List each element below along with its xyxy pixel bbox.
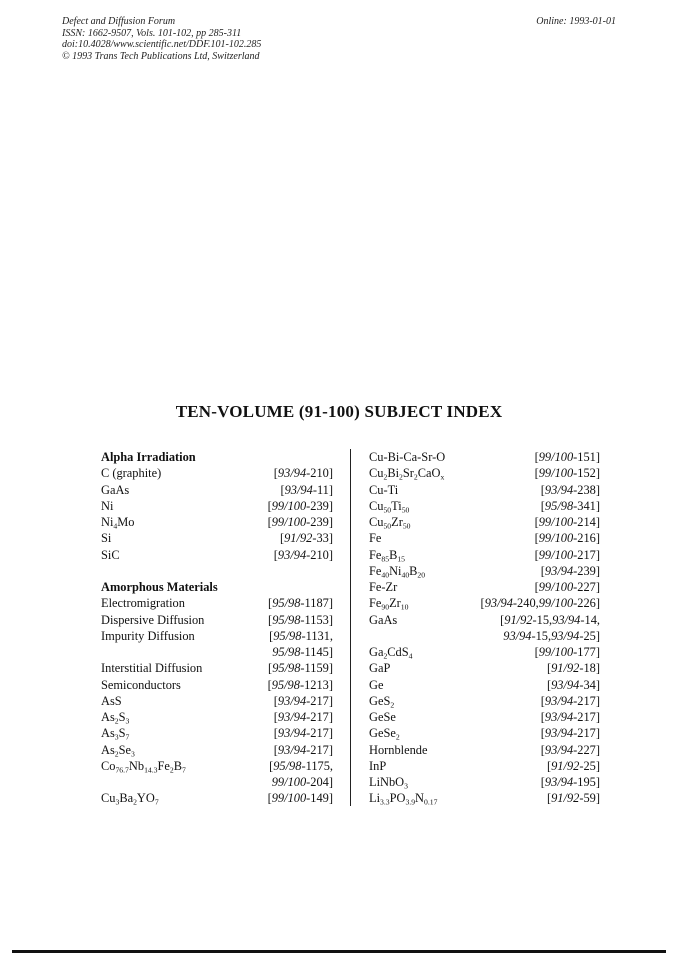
online-date: Online: 1993-01-01 [536, 16, 616, 27]
entry-reference: [99/100-177] [534, 645, 600, 659]
entry-term: GeS$_2$ [369, 693, 395, 710]
index-entry [369, 742, 600, 758]
index-entry [101, 758, 333, 774]
entry-term: SiC [101, 547, 120, 562]
entry-reference: [99/100-217] [534, 547, 600, 562]
entry-reference: [95/98-341] [540, 498, 600, 513]
entry-term: $Fe_{40}Ni_{40}B_{20}$ [369, 563, 426, 580]
index-entry [101, 547, 333, 563]
entry-reference: [93/94-239] [540, 563, 600, 578]
copyright-line: © 1993 Trans Tech Publications Ltd, Switzerland [62, 50, 260, 62]
index-entry [369, 498, 600, 514]
page-title: TEN-VOLUME (91-100) SUBJECT INDEX [175, 402, 503, 421]
index-entry [369, 514, 600, 530]
entry-reference: [99/100-239] [267, 515, 333, 529]
entry-term: $Fe_{85}B_{15}$ [369, 547, 406, 564]
index-heading [101, 449, 333, 465]
entry-term: Dispersive Diffusion [101, 612, 205, 627]
entry-reference: [93/94-217] [540, 710, 600, 724]
entry-term: $Cu_{50}Zr_{50}$ [369, 515, 411, 531]
entry-term: Cu-Bi-Ca-Sr-O [369, 450, 446, 464]
entry-term: Ni [101, 498, 114, 513]
entry-reference: [93/94-238] [540, 482, 600, 497]
index-entry-continuation [369, 628, 600, 644]
index-column-left [101, 449, 333, 807]
index-entry [101, 742, 333, 758]
heading-text: Amorphous Materials [101, 580, 218, 594]
index-entry [101, 677, 333, 693]
entry-reference: 93/94-15,93/94-25] [503, 628, 600, 643]
index-entry [101, 790, 333, 806]
entry-reference: [95/98-1213] [267, 677, 333, 692]
index-entry [369, 677, 600, 693]
entry-reference: [99/100-151] [534, 450, 600, 464]
entry-reference: [99/100-152] [534, 466, 600, 481]
entry-term: GeSe [369, 710, 396, 724]
entry-reference: [91/92-18] [546, 661, 600, 676]
entry-term: Ge [369, 677, 384, 692]
index-entry [369, 660, 600, 676]
entry-term: Fe-Zr [369, 580, 398, 594]
index-entry [369, 449, 600, 465]
index-entry [101, 628, 333, 644]
index-entry [369, 709, 600, 725]
entry-term: $Cu_2Bi_2Sr_2CaO_x$ [369, 466, 445, 482]
entry-term: $Ga_2CdS_4$ [369, 645, 413, 661]
column-divider [350, 449, 351, 806]
entry-reference: [95/98-1187] [268, 596, 333, 611]
index-entry [101, 482, 333, 498]
entry-term: C (graphite) [101, 466, 162, 481]
entry-reference: [93/94-217] [273, 742, 333, 757]
entry-reference: [91/92-25] [546, 758, 600, 773]
index-entry [101, 693, 333, 709]
index-entry [369, 595, 600, 611]
entry-reference: [93/94-227] [540, 742, 600, 757]
index-entry [101, 595, 333, 611]
index-entry [369, 612, 600, 628]
entry-reference: [95/98-1131, [269, 628, 333, 643]
entry-term: AsS [101, 693, 122, 708]
index-entry [369, 482, 600, 498]
entry-term: GeSe$_2$ [369, 726, 400, 742]
index-entry [369, 758, 600, 774]
entry-reference: [95/98-1159] [268, 661, 333, 676]
index-entry [369, 790, 600, 806]
index-heading [101, 579, 333, 595]
entry-reference: [99/100-149] [267, 791, 333, 806]
entry-term: $Li_{3.3}PO_{3.9}N_{0.17}$ [369, 791, 438, 807]
index-entry [369, 563, 600, 579]
entry-reference: [95/98-1175, [269, 758, 333, 773]
journal-name: Defect and Diffusion Forum [62, 16, 176, 27]
index-entry [369, 530, 600, 546]
index-entry [101, 709, 333, 725]
entry-term: Si [101, 531, 112, 546]
index-entry [369, 579, 600, 595]
entry-reference: [93/94-217] [540, 693, 600, 708]
entry-reference: [93/94-217] [273, 726, 333, 741]
entry-term: GaAs [369, 612, 398, 627]
entry-reference: [93/94-11] [280, 482, 333, 497]
entry-reference: [93/94-240,99/100-226] [480, 596, 600, 611]
entry-term: $Cu_{50}Ti_{50}$ [369, 498, 410, 515]
index-entry [101, 725, 333, 741]
entry-term: GaP [369, 661, 391, 676]
index-column-right [369, 449, 600, 807]
index-entry-continuation [101, 644, 333, 660]
entry-reference: 99/100-204] [271, 775, 333, 789]
entry-reference: [93/94-217] [273, 710, 333, 724]
entry-term: Hornblende [369, 742, 428, 757]
index-entry [369, 693, 600, 709]
entry-term: $Co_{76.7}Nb_{14.3}Fe_2B_7$ [101, 758, 186, 775]
entry-term: $Cu_3Ba_2YO_7$ [101, 791, 159, 807]
entry-term: $As_3S_7$ [101, 726, 130, 742]
entry-term: InP [369, 758, 387, 773]
doi-line: doi:10.4028/www.scientific.net/DDF.101-102.285 [62, 39, 262, 50]
entry-reference: [91/92-15,93/94-14, [500, 612, 600, 627]
index-entry [101, 660, 333, 676]
index-entry [101, 530, 333, 546]
entry-term: Cu-Ti [369, 482, 399, 497]
entry-reference: [99/100-239] [267, 498, 333, 513]
entry-term: $As_2S_3$ [101, 710, 130, 726]
entry-term: Fe [369, 531, 382, 546]
entry-term: Semiconductors [101, 677, 181, 692]
entry-term: LiNbO$_3$ [369, 775, 408, 791]
index-entry-continuation [101, 774, 333, 790]
entry-reference: [99/100-227] [534, 580, 600, 594]
entry-reference: [91/92-33] [279, 531, 333, 546]
entry-reference: [93/94-34] [546, 677, 600, 692]
entry-reference: [95/98-1153] [268, 612, 333, 627]
index-entry [101, 612, 333, 628]
entry-reference: [93/94-210] [273, 466, 333, 481]
issn-line: ISSN: 1662-9507, Vols. 101-102, pp 285-311 [62, 27, 242, 39]
index-entry [101, 498, 333, 514]
index-entry [369, 725, 600, 741]
entry-reference: [93/94-217] [540, 726, 600, 741]
index-entry [101, 514, 333, 530]
entry-reference: [93/94-195] [540, 775, 600, 789]
entry-reference: [93/94-210] [273, 547, 333, 562]
blank-row [101, 563, 333, 579]
entry-reference: [93/94-217] [273, 693, 333, 708]
index-entry [369, 547, 600, 563]
index-entry [101, 465, 333, 481]
entry-term: $Fe_{90}Zr_{10}$ [369, 596, 409, 612]
entry-term: GaAs [101, 482, 130, 497]
entry-reference: [91/92-59] [546, 791, 600, 806]
bottom-rule [12, 950, 666, 953]
entry-term: Electromigration [101, 596, 185, 611]
publication-header [62, 16, 261, 62]
index-entry [369, 465, 600, 481]
index-entry [369, 644, 600, 660]
entry-term: $As_2Se_3$ [101, 742, 135, 759]
entry-reference: [99/100-216] [534, 531, 600, 546]
entry-term: Interstitial Diffusion [101, 661, 203, 676]
index-entry [369, 774, 600, 790]
entry-reference: [99/100-214] [534, 515, 600, 529]
heading-text: Alpha Irradiation [101, 450, 196, 464]
entry-term: $Ni_4Mo$ [101, 515, 135, 531]
entry-term: Impurity Diffusion [101, 628, 195, 643]
entry-reference: 95/98-1145] [272, 645, 333, 659]
